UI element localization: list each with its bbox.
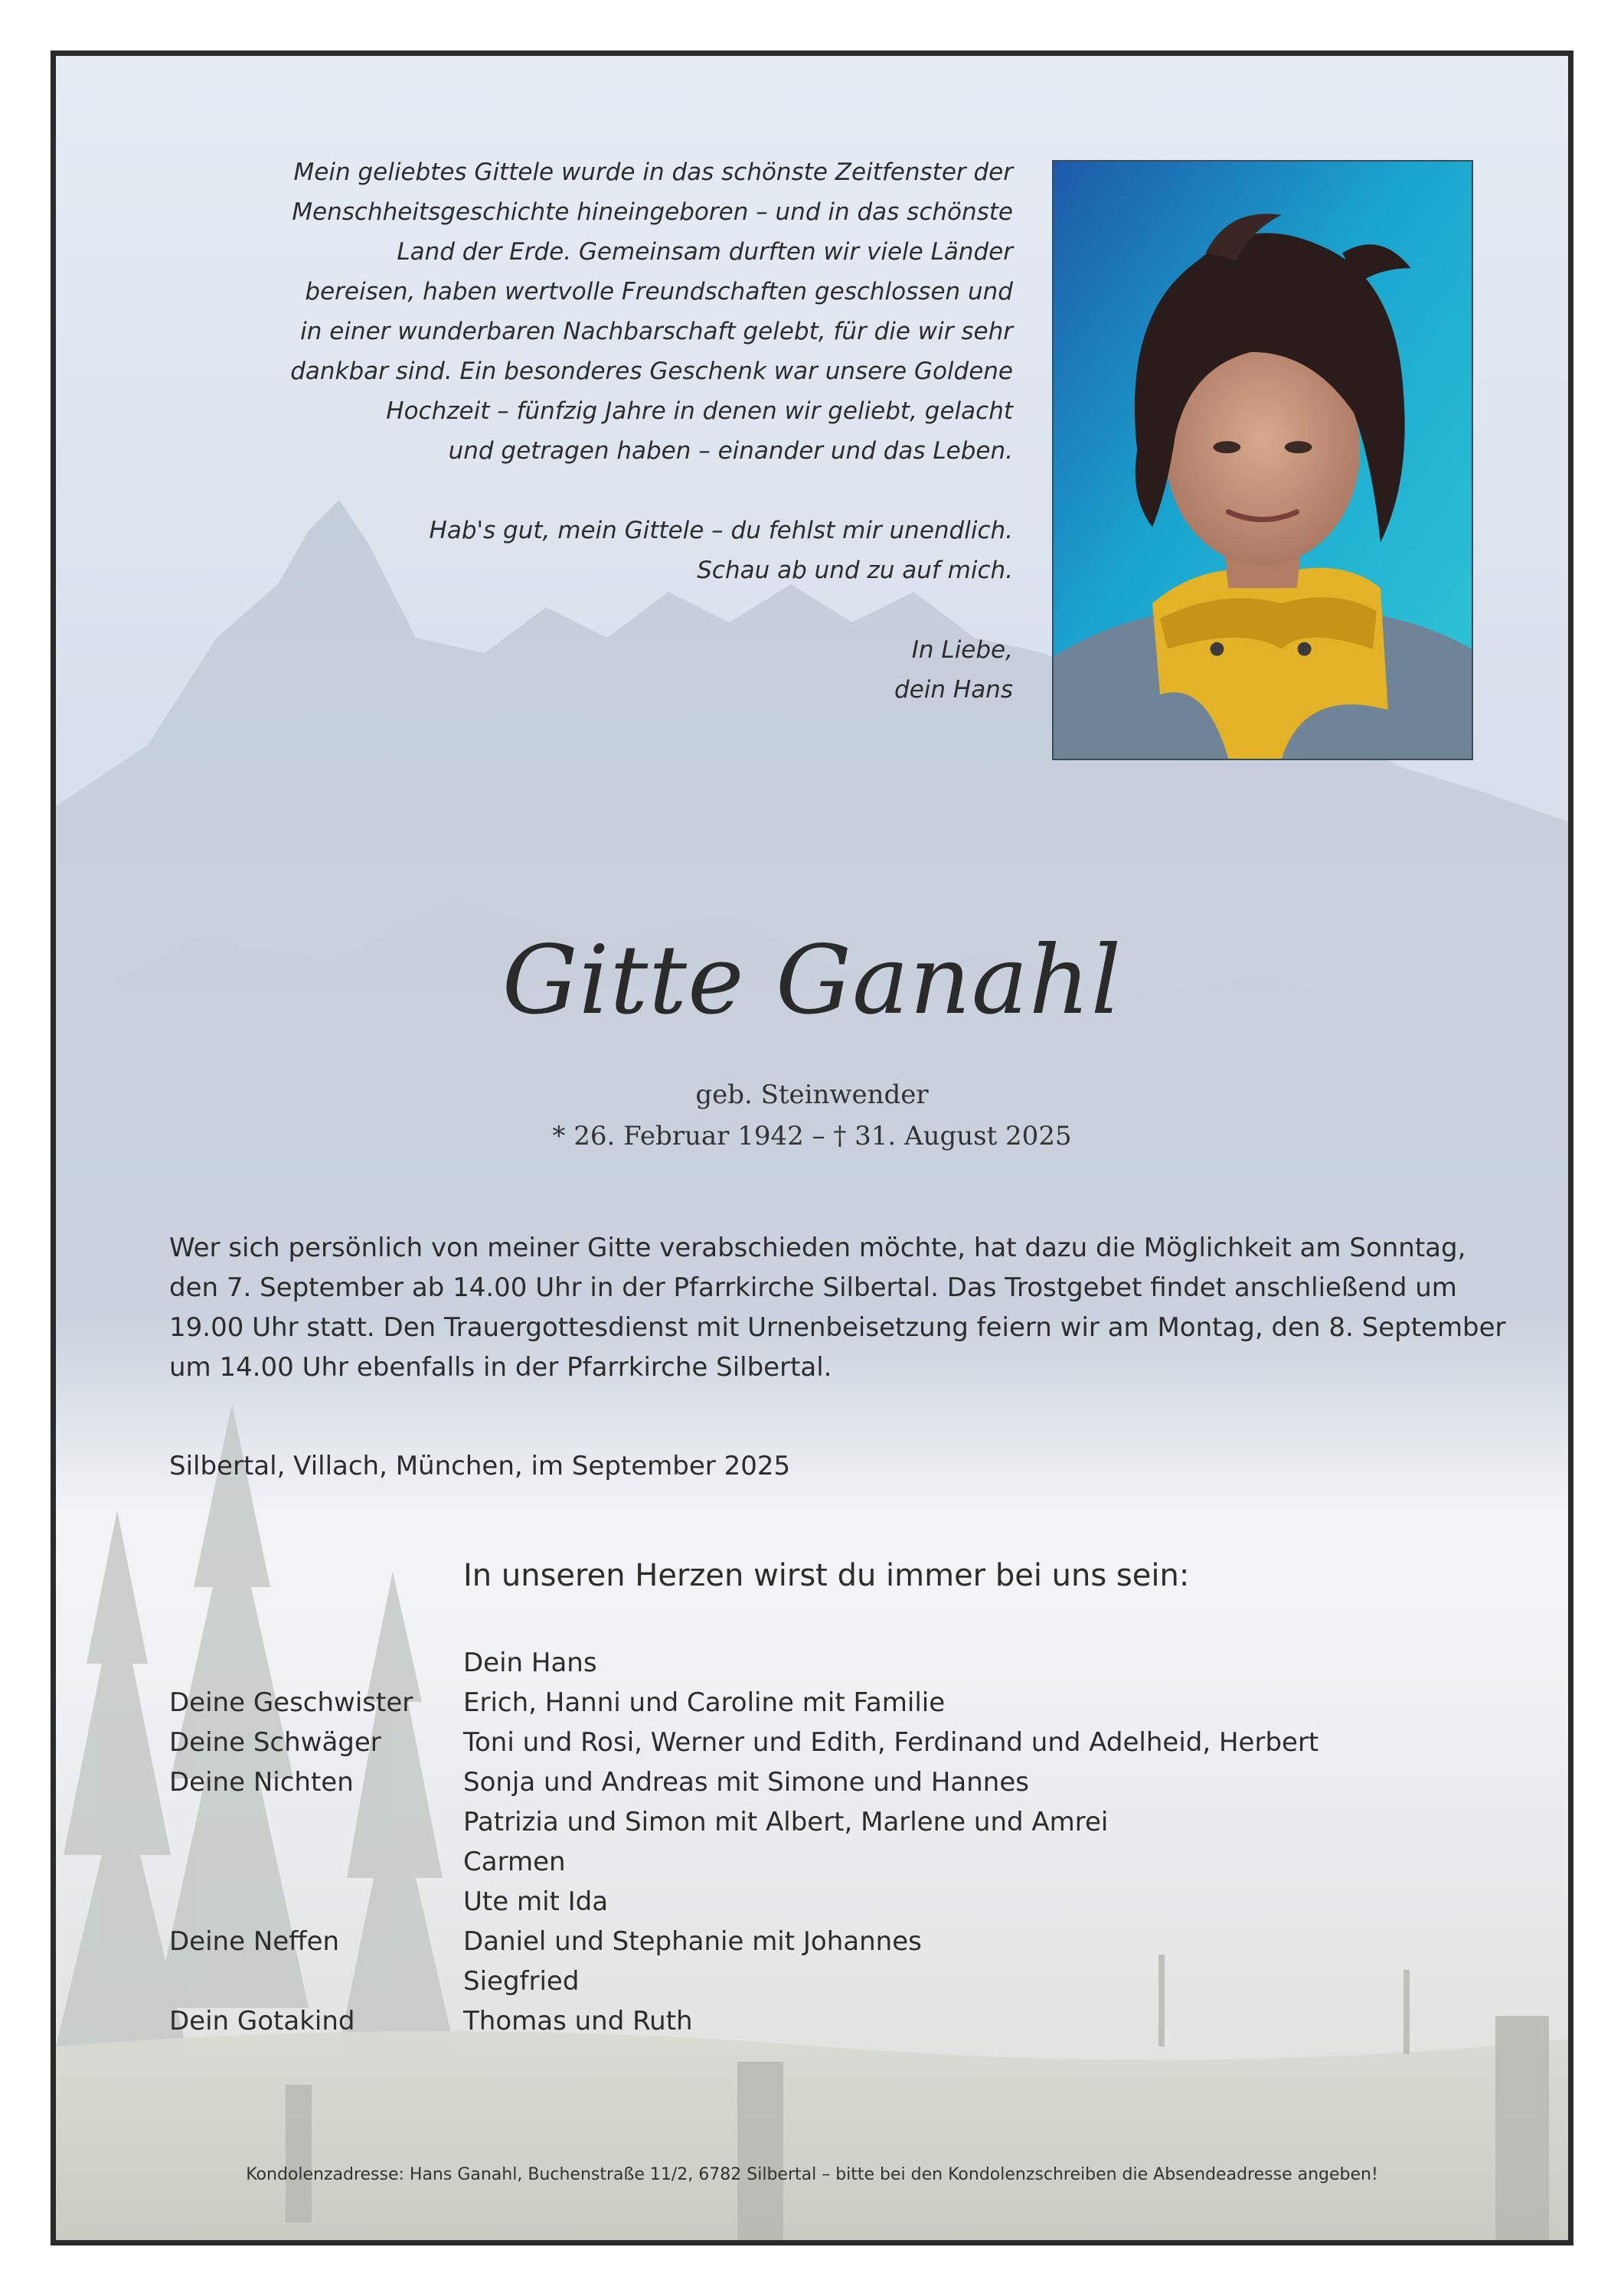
poem-line: Land der Erde. Gemeinsam durften wir viele Länder	[397, 238, 1013, 266]
mourner-row	[169, 1961, 1517, 2001]
poem-line: Hochzeit – fünfzig Jahre in denen wir geliebt, gelacht	[386, 397, 1013, 425]
mourner-row	[169, 1683, 1517, 1723]
relation-label: Deine Schwäger	[169, 1727, 381, 1758]
relation-label: Deine Neffen	[169, 1926, 340, 1957]
poem-line: In Liebe,	[911, 636, 1013, 664]
poem-line: Hab's gut, mein Gittele – du fehlst mir unendlich.	[429, 517, 1013, 544]
birth-death-info	[56, 1074, 1568, 1157]
relation-label	[169, 1842, 463, 1882]
poem-line: Schau ab und zu auf mich.	[697, 557, 1013, 584]
mourner-names: Siegfried	[463, 1966, 580, 1997]
poem-line: in einer wunderbaren Nachbarschaft gelebt, für die wir sehr	[300, 318, 1013, 345]
relation-label: Deine Nichten	[169, 1767, 354, 1798]
life-dates: * 26. Februar 1942 – † 31. August 2025	[552, 1121, 1072, 1151]
portrait-illustration	[1054, 162, 1472, 759]
mourners-list	[169, 1643, 1517, 2041]
condolence-address: Kondolenzadresse: Hans Ganahl, Buchenstraße 11/2, 6782 Silbertal – bitte bei den Kondolenzschreiben die Absendeadresse angeben!	[246, 2165, 1378, 2184]
maiden-name: geb. Steinwender	[695, 1079, 929, 1110]
relation-label	[169, 1802, 463, 1842]
poem-text	[178, 152, 1013, 710]
mourner-names: Daniel und Stephanie mit Johannes	[463, 1926, 922, 1957]
mourner-row	[169, 1802, 1517, 1842]
portrait-photo	[1052, 160, 1473, 760]
relation-label	[169, 1643, 463, 1683]
poem-line: dankbar sind. Ein besonderes Geschenk war unsere Goldene	[290, 358, 1013, 385]
mourner-row	[169, 1723, 1517, 1762]
mourner-names: Dein Hans	[463, 1648, 597, 1678]
relation-label	[169, 1882, 463, 1922]
mourner-names: Sonja und Andreas mit Simone und Hannes	[463, 1767, 1029, 1798]
mourner-names: Erich, Hanni und Caroline mit Familie	[463, 1687, 946, 1718]
relation-label: Deine Geschwister	[169, 1687, 413, 1718]
poem-line: Mein geliebtes Gittele wurde in das schönste Zeitfenster der	[293, 158, 1013, 186]
mourner-row	[169, 1882, 1517, 1922]
poem-line: Menschheitsgeschichte hineingeboren – und in das schönste	[292, 198, 1013, 226]
relation-label: Dein Gotakind	[169, 2006, 355, 2036]
mourner-names: Toni und Rosi, Werner und Edith, Ferdinand und Adelheid, Herbert	[463, 1727, 1319, 1758]
poem-line: und getragen haben – einander und das Leben.	[448, 437, 1013, 465]
relation-label	[169, 1961, 463, 2001]
mourner-names: Patrizia und Simon mit Albert, Marlene und Amrei	[463, 1807, 1109, 1837]
poem-line: bereisen, haben wertvolle Freundschaften geschlossen und	[305, 278, 1013, 305]
mourner-names: Ute mit Ida	[463, 1886, 609, 1917]
mourner-row	[169, 1762, 1517, 1802]
deceased-name: Gitte Ganahl	[502, 926, 1122, 1036]
poem-paragraph	[178, 511, 1013, 590]
funeral-notice: Wer sich persönlich von meiner Gitte verabschieden möchte, hat dazu die Möglichkeit am Sonntag, den 7. September ab 14.00 Uhr in der Pfarrkirche Silbertal. Das Trostgebet findet anschließend um 19.00 Uhr statt. Den Trauergottesdienst mit Urnenbeisetzung feiern wir am Montag, den 8. September um 14.00 Uhr ebenfalls in der Pfarrkirche Silbertal.	[169, 1233, 1506, 1383]
mourner-names: Carmen	[463, 1847, 566, 1877]
mourner-row	[169, 1643, 1517, 1683]
mourner-row	[169, 1922, 1517, 1961]
mourner-row	[169, 1842, 1517, 1882]
mourner-row	[169, 2001, 1517, 2041]
hearts-heading: In unseren Herzen wirst du immer bei uns sein:	[463, 1558, 1190, 1593]
place-date: Silbertal, Villach, München, im September 2025	[169, 1451, 791, 1481]
poem-signature	[178, 630, 1013, 710]
obituary-frame	[51, 51, 1573, 2245]
poem-paragraph	[178, 152, 1013, 471]
poem-line: dein Hans	[894, 676, 1013, 704]
mourner-names: Thomas und Ruth	[463, 2006, 693, 2036]
